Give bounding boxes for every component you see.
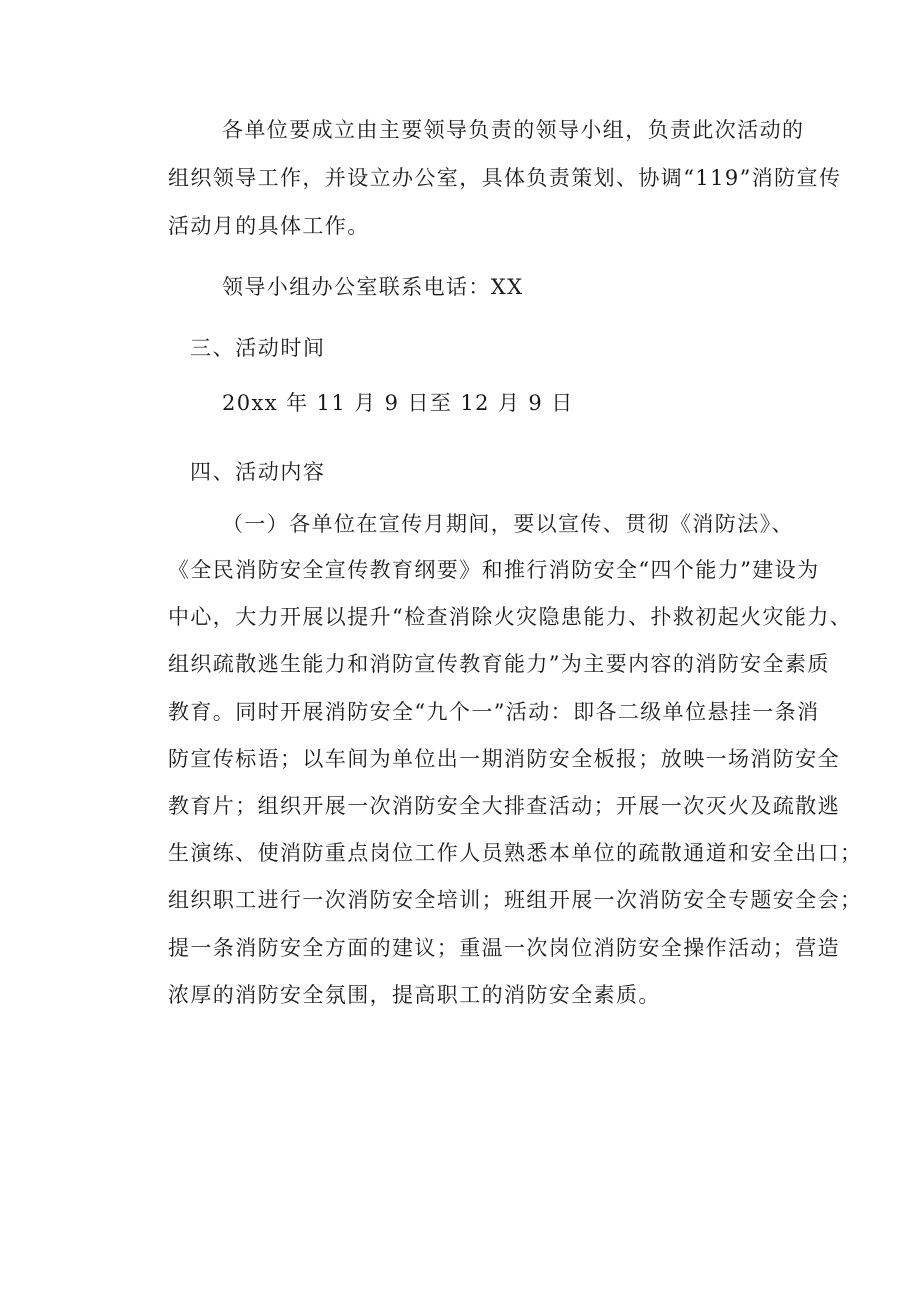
paragraph-line: 活动月的具体工作。 (168, 214, 370, 238)
section-heading-time: 三、活动时间 (190, 336, 326, 360)
paragraph-line: 生演练、使消防重点岗位工作人员熟悉本单位的疏散通道和安全出口； (168, 841, 863, 865)
paragraph-line: 组织疏散逃生能力和消防宣传教育能力”为主要内容的消防安全素质 (168, 652, 830, 676)
paragraph-line: （一）各单位在宣传月期间，要以宣传、贯彻《消防法》、 (222, 512, 794, 536)
section-heading-content: 四、活动内容 (190, 460, 326, 484)
paragraph-line: 各单位要成立由主要领导负责的领导小组，负责此次活动的 (222, 118, 805, 142)
paragraph-line: 防宣传标语；以车间为单位出一期消防安全板报；放映一场消防安全 (168, 747, 840, 771)
paragraph-line: 浓厚的消防安全氛围，提高职工的消防安全素质。 (168, 983, 661, 1007)
paragraph-line: 教育片；组织开展一次消防安全大排查活动；开展一次灭火及疏散逃 (168, 794, 840, 818)
paragraph-line: 组织领导工作，并设立办公室，具体负责策划、协调“119”消防宣传 (168, 166, 842, 190)
paragraph-line: 提一条消防安全方面的建议；重温一次岗位消防安全操作活动；营造 (168, 936, 840, 960)
paragraph-line: 组织职工进行一次消防安全培训；班组开展一次消防安全专题安全会； (168, 888, 863, 912)
paragraph-line: 教育。同时开展消防安全“九个一”活动：即各二级单位悬挂一条消 (168, 700, 820, 724)
paragraph-line: 《全民消防安全宣传教育纲要》和推行消防安全“四个能力”建设为 (168, 558, 820, 582)
contact-line: 领导小组办公室联系电话：XX (222, 275, 524, 299)
date-range: 20xx 年 11 月 9 日至 12 月 9 日 (222, 391, 574, 415)
paragraph-line: 中心，大力开展以提升“检查消除火灾隐患能力、扑救初起火灾能力、 (168, 605, 853, 629)
